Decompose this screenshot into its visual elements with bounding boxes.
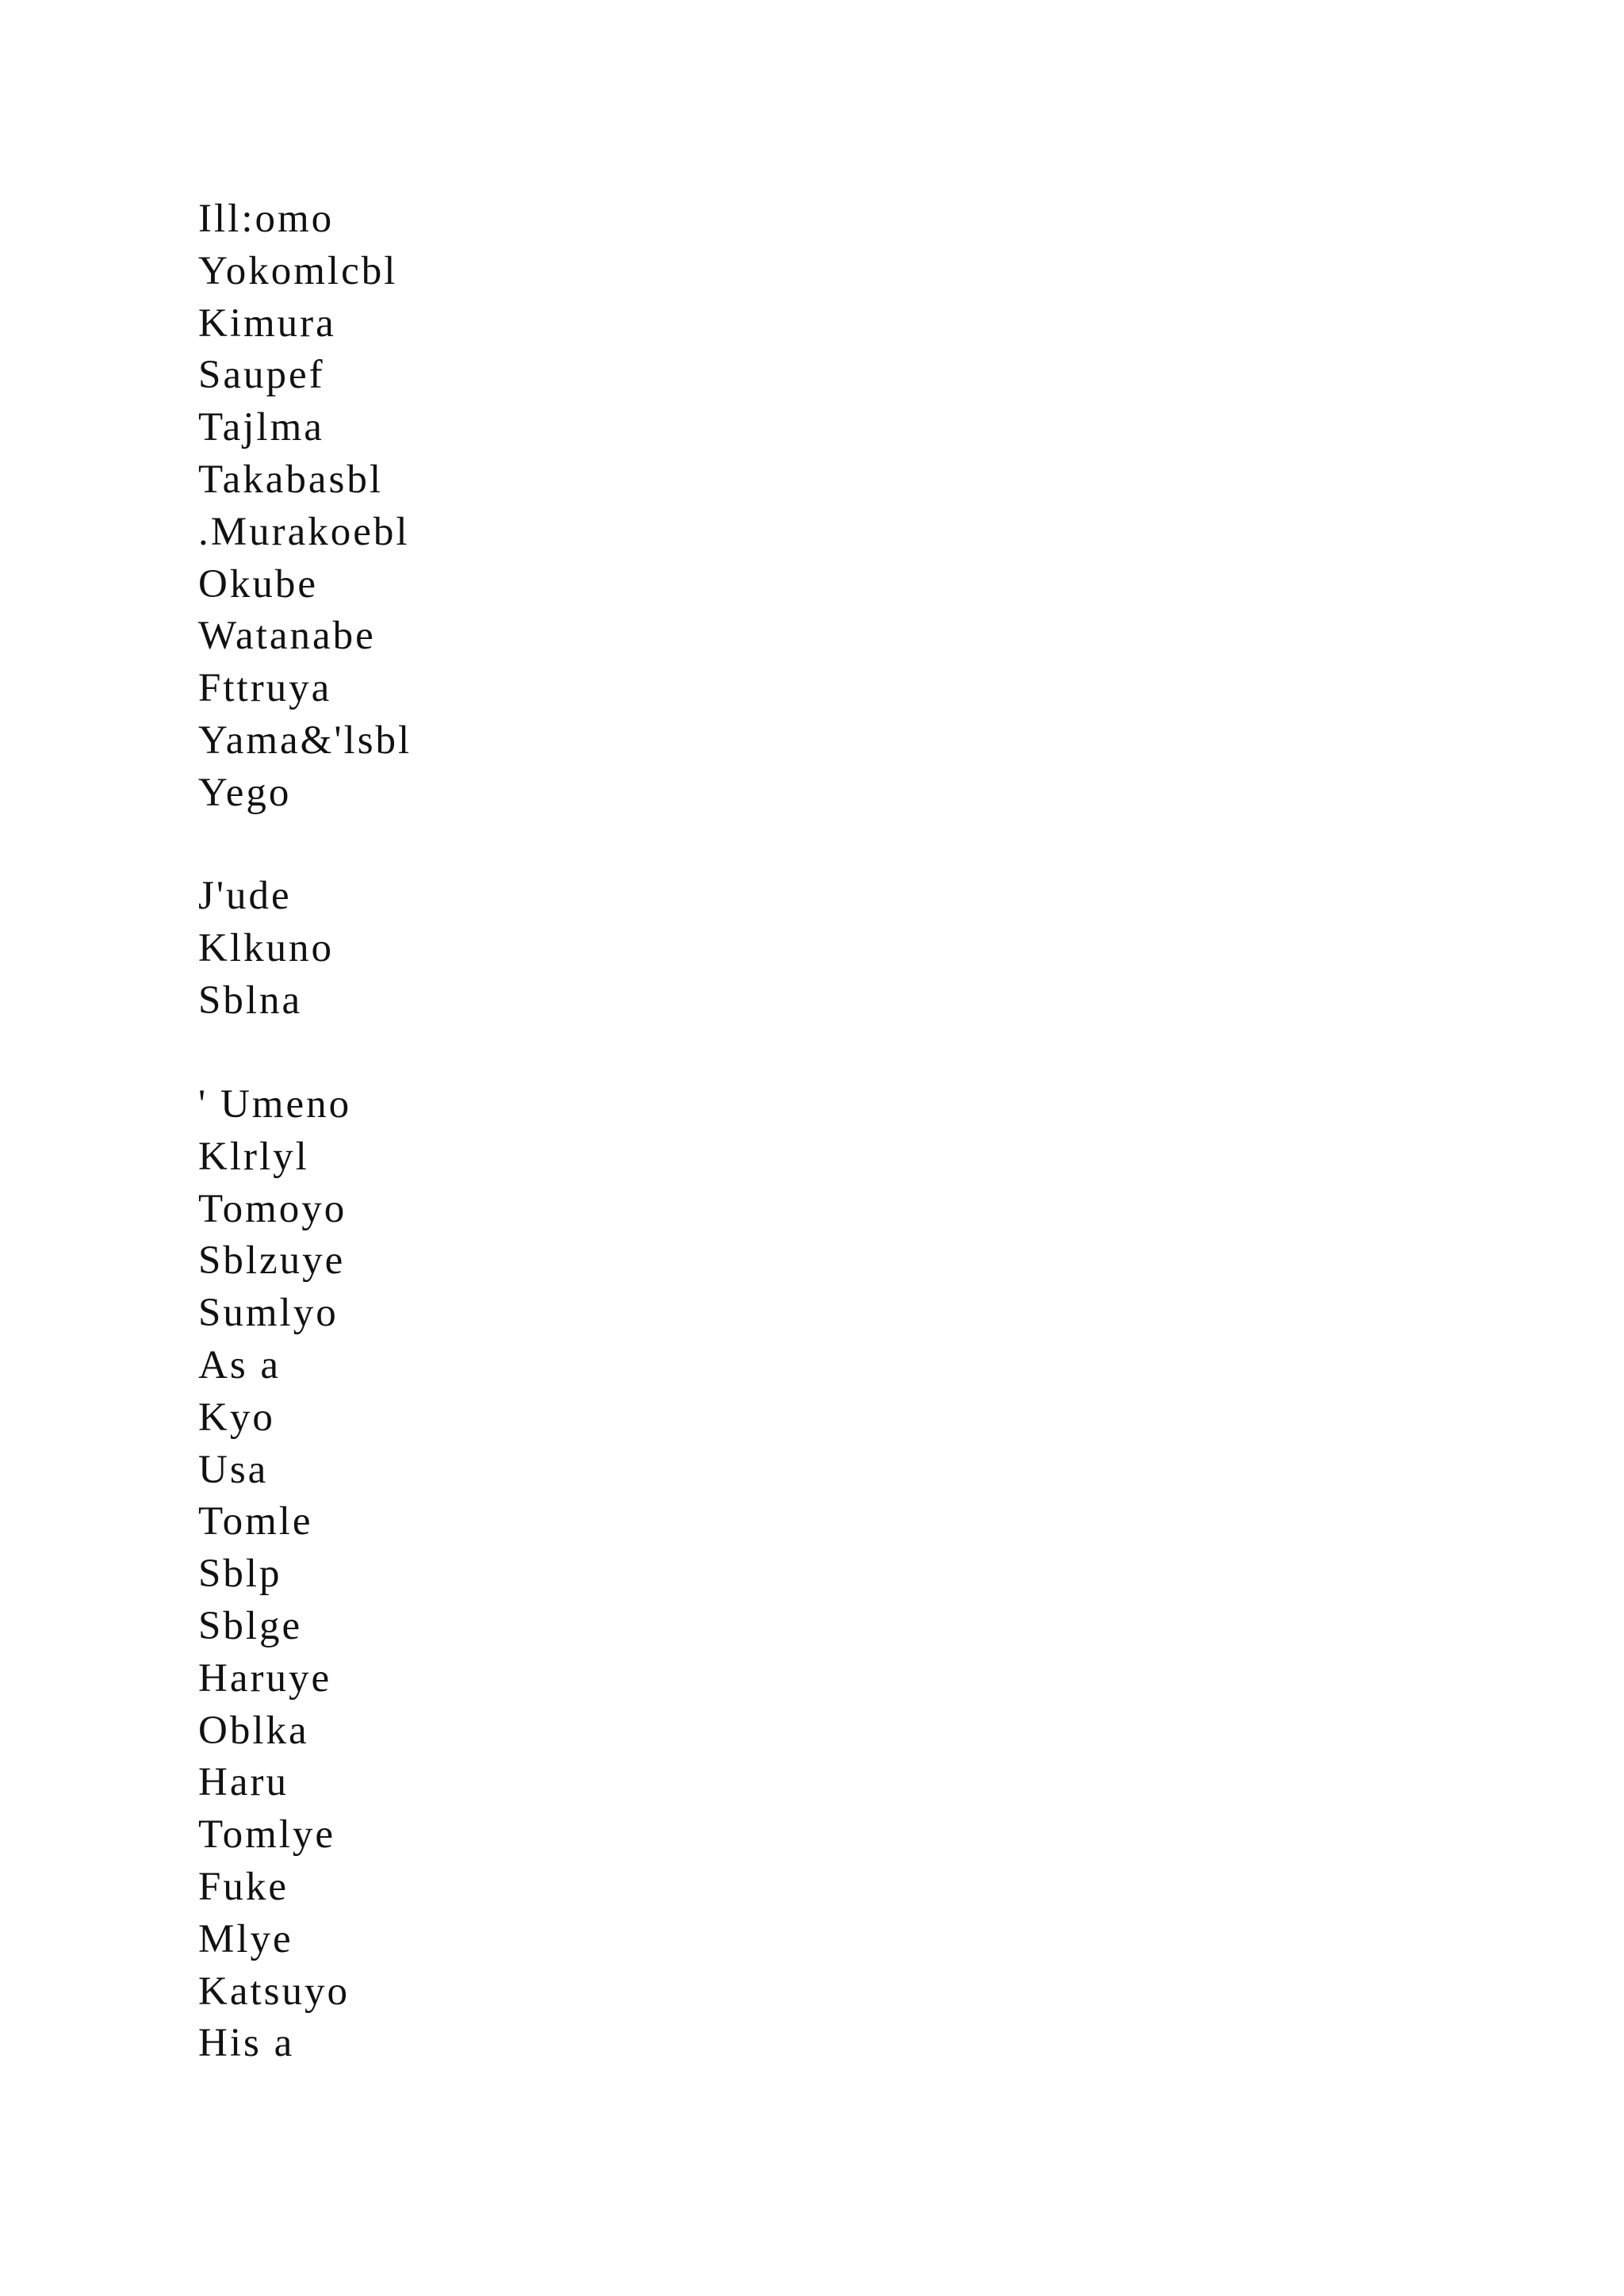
list-item: Fuke — [198, 1864, 289, 1909]
list-item: Mlye — [198, 1916, 293, 1961]
list-item: J'ude — [198, 874, 292, 918]
list-item: Kyo — [198, 1395, 275, 1440]
list-item: Okube — [198, 561, 318, 607]
list-item: Saupef — [198, 353, 325, 398]
list-item: Sumlyo — [198, 1291, 339, 1336]
list-item: Katsuyo — [198, 1969, 350, 2014]
list-item: Usa — [198, 1447, 269, 1492]
list-item: Kimura — [198, 300, 336, 346]
list-item: Yama&'lsbl — [198, 718, 412, 763]
list-item: Haru — [198, 1760, 289, 1805]
list-item: Fttruya — [198, 666, 332, 711]
list-item: His a — [198, 2021, 295, 2066]
list-item: Oblka — [198, 1708, 309, 1753]
list-item: Watanabe — [198, 614, 376, 659]
list-item: Yego — [198, 770, 292, 815]
list-item: Sblge — [198, 1603, 303, 1648]
list-item: As a — [198, 1342, 282, 1387]
list-item: Ill:omo — [198, 197, 335, 241]
list-item: Tomlye — [198, 1812, 336, 1858]
list-item: Tajlma — [198, 405, 324, 450]
name-list-block-2 — [198, 871, 334, 1027]
list-item: Yokomlcbl — [198, 248, 398, 293]
list-item: Sblp — [198, 1552, 282, 1597]
name-list-block-1 — [198, 193, 412, 820]
list-item: Tomoyo — [198, 1186, 347, 1231]
list-item: Sblzuye — [198, 1238, 346, 1284]
list-item: .Murakoebl — [198, 509, 410, 554]
list-item: ' Umeno — [198, 1082, 352, 1127]
list-item: Klrlyl — [198, 1134, 309, 1179]
list-item: Haruye — [198, 1655, 332, 1701]
list-item: Tomle — [198, 1499, 313, 1544]
list-item: Takabasbl — [198, 457, 384, 502]
list-item: Sblna — [198, 978, 303, 1023]
list-item: Klkuno — [198, 925, 334, 970]
name-list-block-3 — [198, 1079, 351, 2070]
